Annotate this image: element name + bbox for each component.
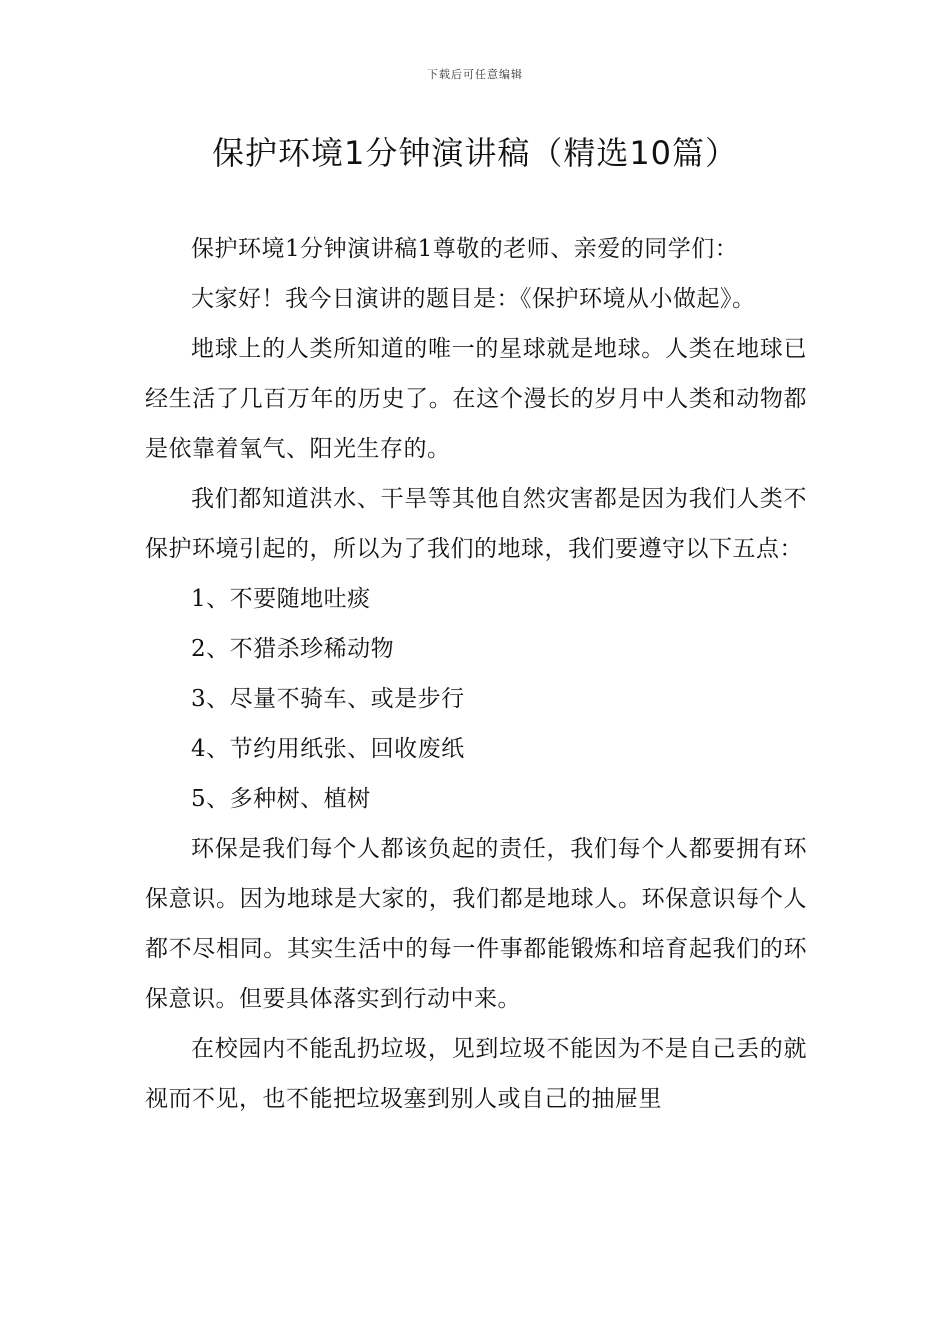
- list-item: 4、节约用纸张、回收废纸: [191, 736, 465, 762]
- list-item: 3、尽量不骑车、或是步行: [191, 686, 465, 712]
- paragraph-2: 大家好！我今日演讲的题目是：《保护环境从小做起》。: [191, 286, 756, 312]
- paragraph-5: 环保是我们每个人都该负起的责任，我们每个人都要拥有环保意识。因为地球是大家的，我们都是地球人。环保意识每个人都不尽相同。其实生活中的每一件事都能锻炼和培育起我们的环保意识。但要具体落实到行动中来。: [145, 836, 807, 1012]
- paragraph-1: 保护环境1分钟演讲稿1尊敬的老师、亲爱的同学们：: [191, 236, 739, 262]
- list-item: 5、多种树、植树: [191, 786, 371, 812]
- paragraph-6: 在校园内不能乱扔垃圾，见到垃圾不能因为不是自己丢的就视而不见，也不能把垃圾塞到别人或自己的抽屉里: [145, 1036, 807, 1112]
- list-item: 1、不要随地吐痰: [191, 586, 371, 612]
- paragraph-4: 我们都知道洪水、干旱等其他自然灾害都是因为我们人类不保护环境引起的，所以为了我们的地球，我们要遵守以下五点：: [145, 486, 807, 562]
- document-title: 保护环境1分钟演讲稿（精选10篇）: [211, 134, 739, 172]
- header-note: 下载后可任意编辑: [427, 68, 523, 81]
- document-body: [145, 224, 807, 1124]
- list-item: 2、不猎杀珍稀动物: [191, 636, 395, 662]
- paragraph-3: 地球上的人类所知道的唯一的星球就是地球。人类在地球已经生活了几百万年的历史了。在这个漫长的岁月中人类和动物都是依靠着氧气、阳光生存的。: [145, 336, 807, 462]
